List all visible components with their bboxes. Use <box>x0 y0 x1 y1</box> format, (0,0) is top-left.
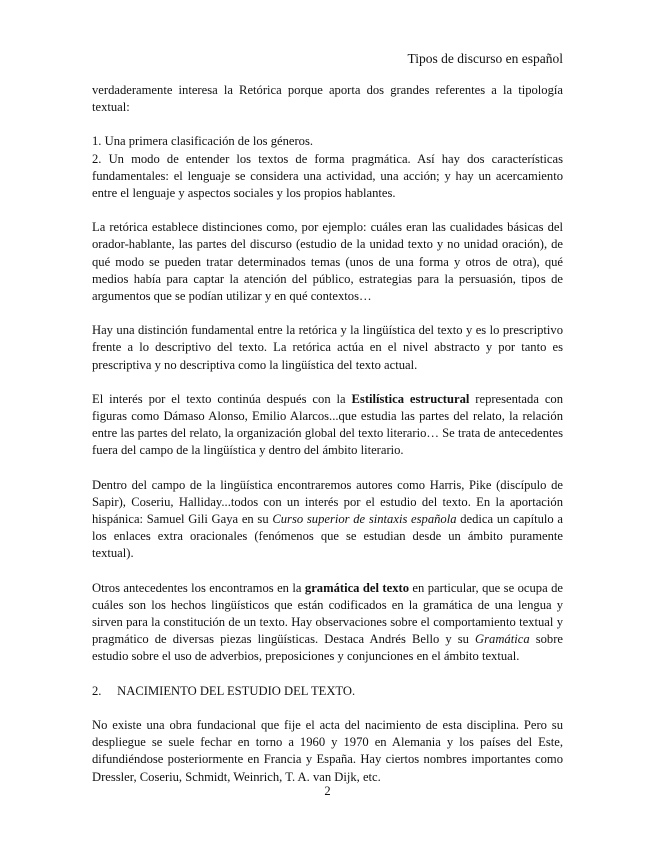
text-span: Otros antecedentes los encontramos en la <box>92 580 305 595</box>
text-span: representada con figuras como Dámaso Alonso, Emilio Alarcos...que estudia las partes del relato, la relación entre las partes del relato, la organización global del texto literario… Se trata de antecedentes fuera del campo de la lingüística y dentro del ámbito literario. <box>92 391 564 458</box>
bold-term-estilistica: Estilística estructural <box>351 391 470 406</box>
paragraph-estilistica <box>92 391 563 460</box>
text-span: sobre estudio sobre el uso de adverbios, preposiciones y conjunciones en el ámbito textual. <box>92 632 563 664</box>
page-number: 2 <box>324 784 331 798</box>
paragraph-gramatica <box>92 580 563 666</box>
text-span: dedica un capítulo a los enlaces extra oracionales (fenómenos que se estudian desde un ámbito puramente textual). <box>92 512 563 561</box>
paragraph-distincion: Hay una distinción fundamental entre la retórica y la lingüística del texto y es lo prescriptivo frente a lo descriptivo del texto. La retórica actúa en el nivel abstracto y por tanto es prescriptiva y no descriptiva como la lingüística del texto actual. <box>92 323 563 372</box>
list-item-1: 1. Una primera clasificación de los géneros. <box>92 134 314 149</box>
text-span: en particular, que se ocupa de cuáles son los hechos lingüísticos que están codificados en la gramática de una lengua y sirven para la constitución de un texto. Hay observaciones sobre el comportamiento textual y pragmático de diversas piezas lingüísticas. Destaca Andrés Bello y su <box>92 580 563 647</box>
paragraph-nacimiento: No existe una obra fundacional que fije el acta del nacimiento de esta disciplina. Pero su despliegue se suele fechar en torno a 1960 y 1970 en Alemania y los países del Este, difundiéndose posteriormente en Francia y España. Hay ciertos nombres importantes como Dressler, Coseriu, Schmidt, Weinrich, T. A. van Dijk, etc. <box>92 717 563 784</box>
italic-title-curso: Curso superior de sintaxis española <box>272 512 457 527</box>
section-heading <box>92 683 563 700</box>
paragraph-autores <box>92 477 563 563</box>
bold-term-gramatica: gramática del texto <box>304 580 409 595</box>
paragraph-retorica: La retórica establece distinciones como, por ejemplo: cuáles eran las cualidades básicas del orador-hablante, las partes del discurso (estudio de la unidad texto y no unidad oración), de qué modo se pueden tratar determinados temas (unos de una forma y otros de otra), qué medios había para captar la atención del público, estrategias para la persuasión, tipos de argumentos que se podían utilizar y en qué contextos… <box>92 220 563 304</box>
section-title: NACIMIENTO DEL ESTUDIO DEL TEXTO. <box>117 683 356 698</box>
body-text <box>92 82 563 786</box>
paragraph-intro: verdaderamente interesa la Retórica porque aporta dos grandes referentes a la tipología textual: <box>92 83 563 115</box>
list-item-2: 2. Un modo de entender los textos de forma pragmática. Así hay dos características fundamentales: el lenguaje se considera una actividad, una acción; y hay un acercamiento entre el lenguaje y aspectos sociales y los propios hablantes. <box>92 151 563 201</box>
text-span: El interés por el texto continúa después con la <box>92 391 352 406</box>
text-span: Dentro del campo de la lingüística encontraremos autores como Harris, Pike (discípulo de Sapir), Coseriu, Halliday...todos con un interés por el estudio del texto. En la aportación hispánica: Samuel Gili Gaya en su <box>92 477 563 527</box>
running-header: Tipos de discurso en español <box>407 51 563 66</box>
italic-title-gramatica: Gramática <box>475 632 530 647</box>
section-number: 2. <box>92 683 102 698</box>
